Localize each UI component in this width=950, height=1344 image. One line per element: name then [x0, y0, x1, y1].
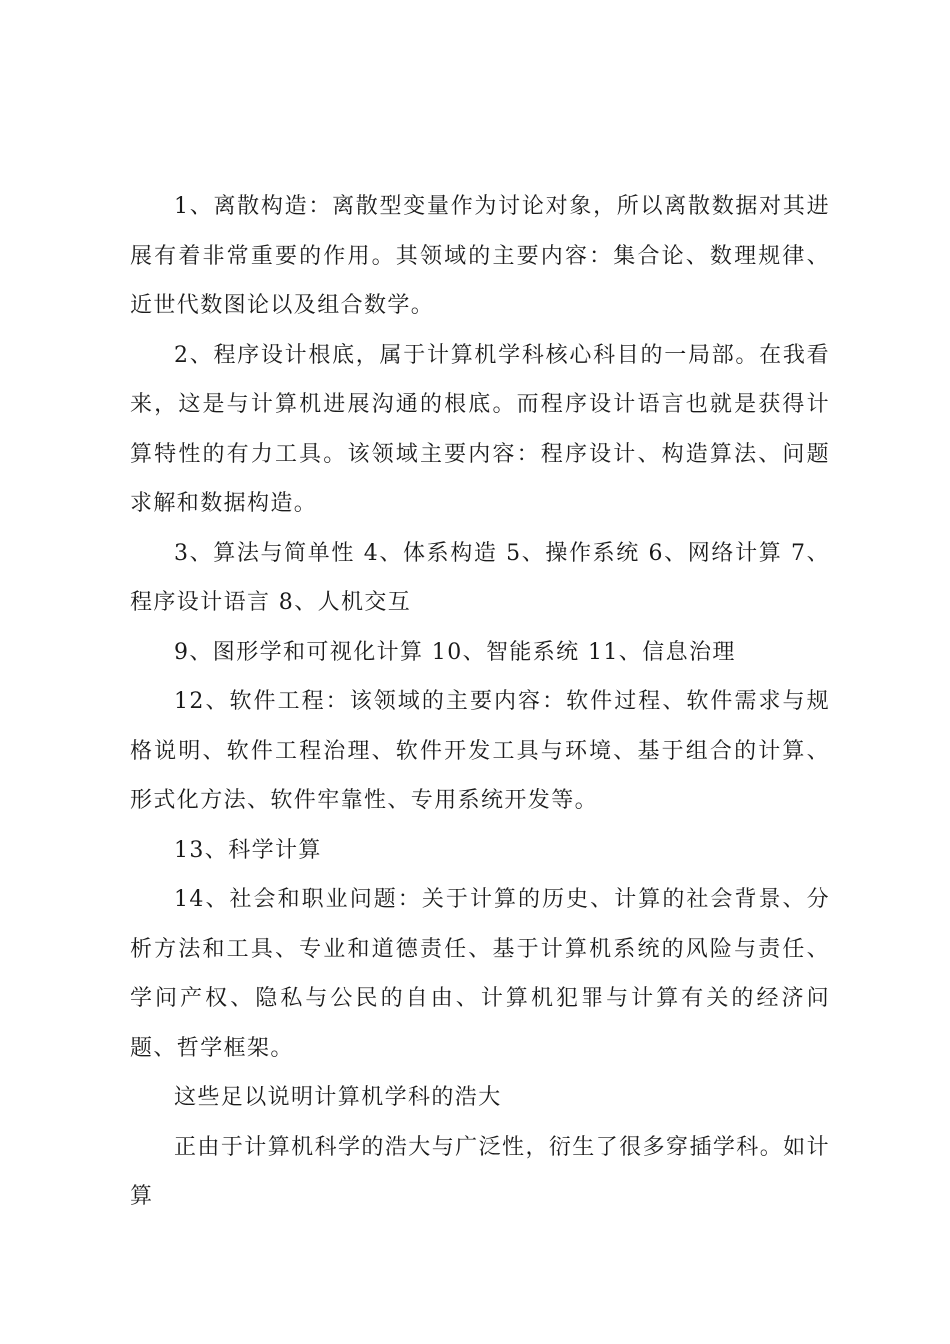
paragraph-social-professional-issues: 14、社会和职业问题：关于计算的历史、计算的社会背景、分析方法和工具、专业和道德责任、基于计算机系统的风险与责任、学问产权、隐私与公民的自由、计算机犯罪与计算有关的经济问题、哲学框架。: [130, 887, 830, 1061]
paragraph-discrete-structures: 1、离散构造：离散型变量作为讨论对象，所以离散数据对其进展有着非常重要的作用。其领域的主要内容：集合论、数理规律、近世代数图论以及组合数学。: [130, 194, 830, 318]
paragraph-topics-9-to-11: 9、图形学和可视化计算 10、智能系统 11、信息治理: [174, 639, 736, 665]
paragraph-topics-3-to-8: 3、算法与简单性 4、体系构造 5、操作系统 6、网络计算 7、程序设计语言 8、人机交互: [130, 540, 830, 615]
paragraph-interdisciplinary: 正由于计算机科学的浩大与广泛性，衍生了很多穿插学科。如计算: [130, 1134, 830, 1209]
paragraph-scientific-computing: 13、科学计算: [174, 837, 322, 863]
document-body: [130, 182, 830, 1222]
paragraph-software-engineering: 12、软件工程：该领域的主要内容：软件过程、软件需求与规格说明、软件工程治理、软件开发工具与环境、基于组合的计算、形式化方法、软件牢靠性、专用系统开发等。: [130, 689, 830, 813]
paragraph-summary: 这些足以说明计算机学科的浩大: [174, 1085, 502, 1110]
paragraph-programming-fundamentals: 2、程序设计根底，属于计算机学科核心科目的一局部。在我看来，这是与计算机进展沟通的根底。而程序设计语言也就是获得计算特性的有力工具。该领域主要内容：程序设计、构造算法、问题求解和数据构造。: [130, 342, 830, 516]
